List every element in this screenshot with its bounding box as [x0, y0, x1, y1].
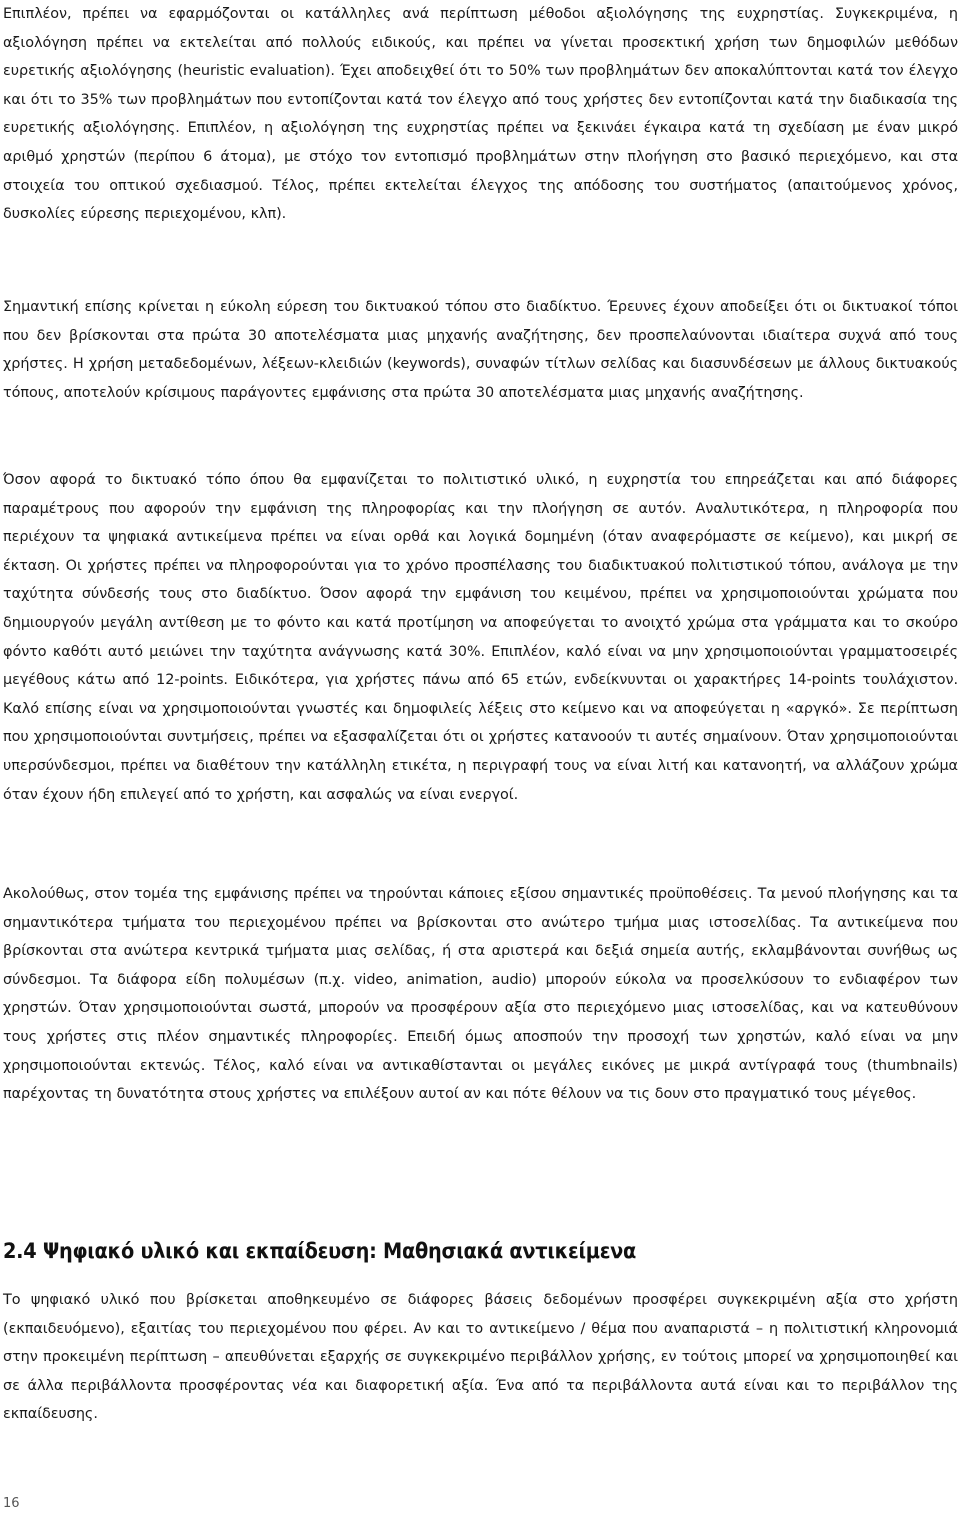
paragraph-learning-objects: Το ψηφιακό υλικό που βρίσκεται αποθηκευμένο σε διάφορες βάσεις δεδομένων προσφέρει συγκεκριμένη αξία στο χρήστη (εκπαιδευόμενο), εξαιτίας του περιεχομένου που φέρει. Αν και το αντικείμενο / θέμα που αναπαριστά – η πολιτιστική κληρονομιά στην προκειμένη περίπτωση – απευθύνεται εξαρχής σε συγκεκριμένο περιβάλλον χρήσης, εν τούτοις μπορεί να χρησιμοποιηθεί και σε άλλα περιβάλλοντα προσφέροντας νέα και διαφορετική αξία. Ένα από τα περιβάλλοντα αυτά είναι και το περιβάλλον της εκπαίδευσης. [3, 1292, 958, 1423]
paragraph-usability-evaluation: Επιπλέον, πρέπει να εφαρμόζονται οι κατάλληλες ανά περίπτωση μέθοδοι αξιολόγησης της ευχρηστίας. Συγκεκριμένα, η αξιολόγηση πρέπει να εκτελείται από πολλούς ειδικούς, και πρέπει να γίνεται προσεκτική χρήση των δημοφιλών μεθόδων ευρετικής αξιολόγησης (heuristic evaluation). Έχει αποδειχθεί ότι το 50% των προβλημάτων δεν αποκαλύπτονται κατά τον έλεγχο και ότι το 35% των προβλημάτων που εντοπίζονται κατά τον έλεγχο από τους χρήστες δεν εντοπίζονται κατά την διαδικασία της ευρετικής αξιολόγησης. Επιπλέον, η αξιολόγηση της ευχρηστίας πρέπει να ξεκινάει έγκαιρα κατά τη σχεδίαση με έναν μικρό αριθμό χρηστών (περίπου 6 άτομα), με στόχο τον εντοπισμό προβλημάτων στην πλοήγηση στο βασικό περιεχόμενο, και στα στοιχεία του οπτικού σχεδιασμού. Τέλος, πρέπει εκτελείται έλεγχος της απόδοσης του συστήματος (απαιτούμενος χρόνος, δυσκολίες εύρεσης περιεχομένου, κλπ). [3, 6, 958, 223]
section-heading: 2.4 Ψηφιακό υλικό και εκπαίδευση: Μαθησιακά αντικείμενα [3, 1239, 637, 1263]
paragraph-search-visibility: Σημαντική επίσης κρίνεται η εύκολη εύρεση του δικτυακού τόπου στο διαδίκτυο. Έρευνες έχουν αποδείξει ότι οι δικτυακοί τόποι που δεν βρίσκονται στα πρώτα 30 αποτελέσματα μιας μηχανής αναζήτησης, δεν προσπελαύνονται ιδιαίτερα συχνά από τους χρήστες. Η χρήση μεταδεδομένων, λέξεων-κλειδιών (keywords), συναφών τίτλων σελίδας και διασυνδέσεων με άλλους δικτυακούς τόπους, αποτελούν κρίσιμους παράγοντες εμφάνισης στα πρώτα 30 αποτελέσματα μιας μηχανής αναζήτησης. [3, 299, 958, 401]
paragraph-layout-multimedia: Ακολούθως, στον τομέα της εμφάνισης πρέπει να τηρούνται κάποιες εξίσου σημαντικές προϋποθέσεις. Τα μενού πλοήγησης και τα σημαντικότερα τμήματα του περιεχομένου πρέπει να βρίσκονται στο ανώτερο τμήμα μιας ιστοσελίδας. Τα αντικείμενα που βρίσκονται στα ανώτερα κεντρικά τμήματα μιας σελίδας, ή στα αριστερά και δεξιά σημεία αυτής, εκλαμβάνονται συνήθως ως σύνδεσμοι. Τα διάφορα είδη πολυμέσων (π.χ. video, animation, audio) μπορούν εύκολα να προσελκύσουν το ενδιαφέρον των χρηστών. Όταν χρησιμοποιούνται σωστά, μπορούν να προσφέρουν αξία στο περιεχόμενο μιας ιστοσελίδας, και να κατευθύνουν τους χρήστες στις πλέον σημαντικές πληροφορίες. Επειδή όμως αποσπούν την προσοχή των χρηστών, καλό είναι να μην χρησιμοποιούνται εκτενώς. Τέλος, καλό είναι να αντικαθίστανται οι μεγάλες εικόνες με μικρά αντίγραφά τους (thumbnails) παρέχοντας τη δυνατότητα στους χρήστες να επιλέξουν αυτοί αν και πότε θέλουν να τις δουν στο πραγματικό τους μέγεθος. [3, 886, 958, 1103]
page-number: 16 [3, 1496, 20, 1511]
paragraph-content-presentation: Όσον αφορά το δικτυακό τόπο όπου θα εμφανίζεται το πολιτιστικό υλικό, η ευχρηστία του επηρεάζεται και από διάφορες παραμέτρους που αφορούν την εμφάνιση της πληροφορίας και την πλοήγηση σε αυτόν. Αναλυτικότερα, η πληροφορία που περιέχουν τα ψηφιακά αντικείμενα πρέπει να είναι ορθά και λογικά δομημένη (όταν αναφερόμαστε σε κείμενο), και μικρή σε έκταση. Οι χρήστες πρέπει να πληροφορούνται για το χρόνο προσπέλασης του διαδικτυακού πολιτιστικού τόπου, ανάλογα με την ταχύτητα σύνδεσής τους στο διαδίκτυο. Όσον αφορά την εμφάνιση του κειμένου, πρέπει να χρησιμοποιούνται χρώματα που δημιουργούν μεγάλη αντίθεση με το φόντο και κατά προτίμηση να αποφεύγεται το ανοιχτό χρώμα στα γράμματα και το σκούρο φόντο καθότι αυτό μειώνει την ταχύτητα ανάγνωσης κατά 30%. Επιπλέον, καλό είναι να μην χρησιμοποιούνται γραμματοσειρές μεγέθους κάτω από 12-points. Ειδικότερα, για χρήστες πάνω από 65 ετών, ενδείκνυνται οι χαρακτήρες 14-points τουλάχιστον. Καλό επίσης είναι να χρησιμοποιούνται γνωστές και δημοφιλείς λέξεις στο κείμενο και να αποφεύγεται η «αργκό». Σε περίπτωση που χρησιμοποιούνται συντμήσεις, πρέπει να εξασφαλίζεται ότι οι χρήστες κατανοούν τι αυτές σημαίνουν. Όταν χρησιμοποιούνται υπερσύνδεσμοι, πρέπει να διαθέτουν την κατάλληλη ετικέτα, η περιγραφή τους να είναι λιτή και κατανοητή, να αλλάζουν χρώμα όταν έχουν ήδη επιλεγεί από το χρήστη, και ασφαλώς να είναι ενεργοί. [3, 472, 958, 803]
